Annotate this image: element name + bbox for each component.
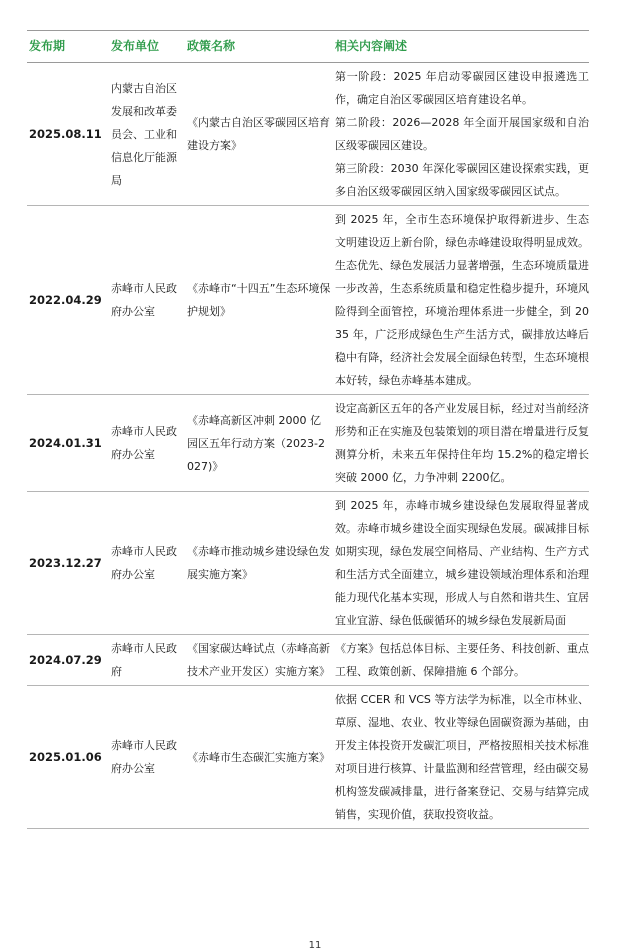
row-policy: 《赤峰市推动城乡建设绿色发展实施方案》	[185, 492, 333, 635]
row-issuer: 赤峰市人民政府办公室	[109, 686, 185, 829]
table-row	[27, 492, 589, 635]
content-paragraph: 到 2025 年，全市生态环境保护取得新进步、生态文明建设迈上新台阶，绿色赤峰建设取得明显成效。生态优先、绿色发展活力显著增强，生态环境质量进一步改善，生态系统质量和稳定性稳步提升，环境风险得到全面管控，环境治理体系进一步健全，到 2035 年，广泛形成绿色生产生活方式，碳排放达峰后稳中有降，经济社会发展全面绿色转型，生态环境根本好转，绿色赤峰基本建成。	[335, 213, 589, 387]
policy-table	[27, 30, 589, 829]
row-policy: 《赤峰市“十四五”生态环境保护规划》	[185, 206, 333, 395]
row-content	[333, 395, 589, 492]
row-date: 2024.07.29	[27, 635, 109, 686]
header-date: 发布期	[27, 31, 109, 63]
row-issuer: 赤峰市人民政府	[109, 635, 185, 686]
row-date: 2022.04.29	[27, 206, 109, 395]
page-number: 11	[308, 940, 322, 951]
policy-table-page	[27, 30, 589, 829]
row-content	[333, 492, 589, 635]
table-row	[27, 395, 589, 492]
table-row	[27, 635, 589, 686]
row-policy: 《国家碳达峰试点（赤峰高新技术产业开发区）实施方案》	[185, 635, 333, 686]
content-paragraph: 《方案》包括总体目标、主要任务、科技创新、重点工程、政策创新、保障措施 6 个部分。	[335, 642, 589, 678]
row-policy: 《内蒙古自治区零碳园区培育建设方案》	[185, 63, 333, 206]
content-paragraph: 依据 CCER 和 VCS 等方法学为标准，以全市林业、草原、湿地、农业、牧业等绿色固碳资源为基础，由开发主体投资开发碳汇项目，严格按照相关技术标准对项目进行核算、计量监测和经营管理，经由碳交易机构签发碳减排量，进行备案登记、交易与结算完成销售，实现价值，获取投资收益。	[335, 693, 589, 821]
row-content	[333, 63, 589, 206]
row-issuer: 赤峰市人民政府办公室	[109, 395, 185, 492]
row-date: 2025.01.06	[27, 686, 109, 829]
row-date: 2023.12.27	[27, 492, 109, 635]
table-row	[27, 206, 589, 395]
header-issuer: 发布单位	[109, 31, 185, 63]
row-date: 2025.08.11	[27, 63, 109, 206]
content-paragraph: 第二阶段：2026—2028 年全面开展国家级和自治区级零碳园区建设。	[335, 116, 589, 152]
content-paragraph: 设定高新区五年的各产业发展目标，经过对当前经济形势和正在实施及包装策划的项目潜在增量进行反复测算分析，未来五年保持住年均 15.2%的稳定增长突破 2000 亿，力争冲刺 2200亿。	[335, 402, 589, 484]
header-content: 相关内容阐述	[333, 31, 589, 63]
row-issuer: 赤峰市人民政府办公室	[109, 492, 185, 635]
row-content	[333, 686, 589, 829]
header-policy: 政策名称	[185, 31, 333, 63]
table-header-row	[27, 31, 589, 63]
row-issuer: 赤峰市人民政府办公室	[109, 206, 185, 395]
table-row	[27, 63, 589, 206]
row-policy: 《赤峰市生态碳汇实施方案》	[185, 686, 333, 829]
content-paragraph: 第一阶段：2025 年启动零碳园区建设申报遴选工作，确定自治区零碳园区培育建设名单。	[335, 70, 589, 106]
content-paragraph: 第三阶段：2030 年深化零碳园区建设探索实践，更多自治区级零碳园区纳入国家级零碳园区试点。	[335, 162, 589, 198]
table-row	[27, 686, 589, 829]
row-content	[333, 635, 589, 686]
row-content	[333, 206, 589, 395]
content-paragraph: 到 2025 年，赤峰市城乡建设绿色发展取得显著成效。赤峰市城乡建设全面实现绿色发展。碳减排目标如期实现，绿色发展空间格局、产业结构、生产方式和生活方式全面建立，城乡建设领域治理体系和治理能力现代化基本实现，形成人与自然和谐共生、宜居宜业宜游、绿色低碳循环的城乡绿色发展新局面	[335, 499, 589, 627]
row-issuer: 内蒙古自治区发展和改革委员会、工业和信息化厅能源局	[109, 63, 185, 206]
row-policy: 《赤峰高新区冲刺 2000 亿园区五年行动方案（2023-2027)》	[185, 395, 333, 492]
row-date: 2024.01.31	[27, 395, 109, 492]
